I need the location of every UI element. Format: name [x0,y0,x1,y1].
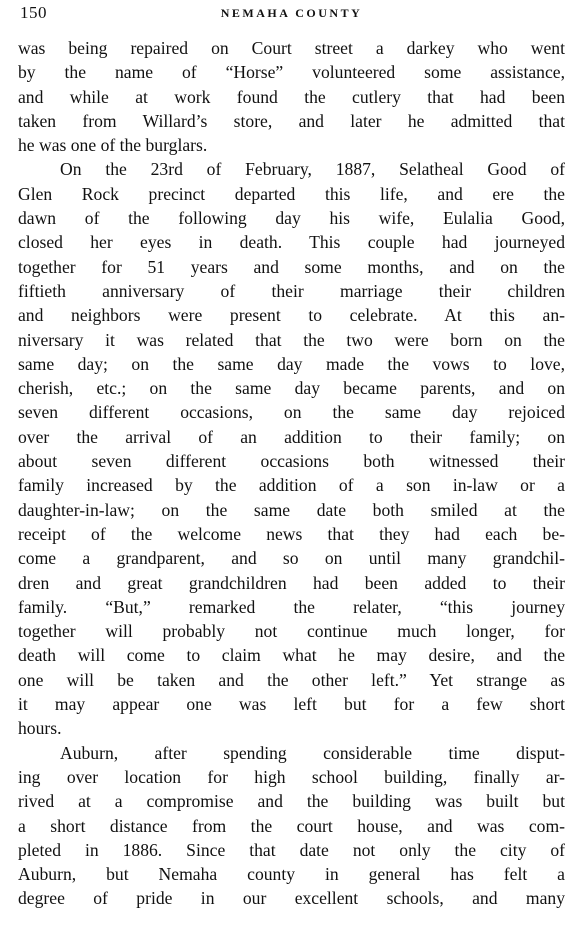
text-line: On the 23rd of February, 1887, Selatheal Good of [60,159,565,180]
page-number: 150 [20,3,47,22]
text-line: a short distance from the court house, and was com- [18,815,565,836]
paragraph-3 [18,741,565,911]
text-line: it may appear one was left but for a few short [18,694,565,715]
text-line: death will come to claim what he may desire, and the [18,645,565,666]
text-line: hours. [18,718,62,739]
page-header [18,0,565,36]
text-line: by the name of “Horse” volunteered some assistance, [18,62,565,83]
text-line: rived at a compromise and the building was built but [18,791,565,812]
text-line: daughter-in-law; on the same date both smiled at the [18,499,565,520]
text-line: closed her eyes in death. This couple had journeyed [18,232,565,253]
text-line: dren and great grandchildren had been added to their [18,572,565,593]
text-line: family. “But,” remarked the relater, “this journey [18,596,565,617]
text-line: was being repaired on Court street a darkey who went [18,38,565,58]
text-line: dawn of the following day his wife, Eulalia Good, [18,208,565,229]
text-line: and while at work found the cutlery that had been [18,86,565,107]
text-line: receipt of the welcome news that they had each be- [18,523,565,544]
text-line: family increased by the addition of a son in-law or a [18,475,565,496]
text-line: come a grandparent, and so on until many grandchil- [18,548,565,569]
running-title: NEMAHA COUNTY [220,6,363,20]
text-line: over the arrival of an addition to their family; on [18,426,565,447]
text-line: degree of pride in our excellent schools, and many [18,888,565,909]
text-line: pleted in 1886. Since that date not only the city of [18,839,565,860]
text-line: together for 51 years and some months, and on the [18,256,565,277]
text-line: together will probably not continue much longer, for [18,621,565,642]
text-line: niversary it was related that the two were born on the [18,329,565,350]
text-line: Auburn, after spending considerable time disput- [60,742,565,763]
body-text [18,36,565,911]
text-line: and neighbors were present to celebrate. At this an- [18,305,565,326]
text-line: ing over location for high school building, finally ar- [18,766,565,787]
text-line: seven different occasions, on the same day rejoiced [18,402,565,423]
text-line: same day; on the same day made the vows to love, [18,353,565,374]
text-line: Auburn, but Nemaha county in general has felt a [18,864,565,885]
text-line: fiftieth anniversary of their marriage their children [18,280,565,301]
paragraph-2 [18,157,565,740]
text-line: cherish, etc.; on the same day became parents, and on [18,378,565,399]
text-line: Glen Rock precinct departed this life, and ere the [18,183,565,204]
text-line: one will be taken and the other left.” Yet strange as [18,669,565,690]
text-line: about seven different occasions both witnessed their [18,451,565,472]
text-line: he was one of the burglars. [18,135,208,156]
text-line: taken from Willard’s store, and later he admitted that [18,110,565,131]
paragraph-1 [18,36,565,157]
